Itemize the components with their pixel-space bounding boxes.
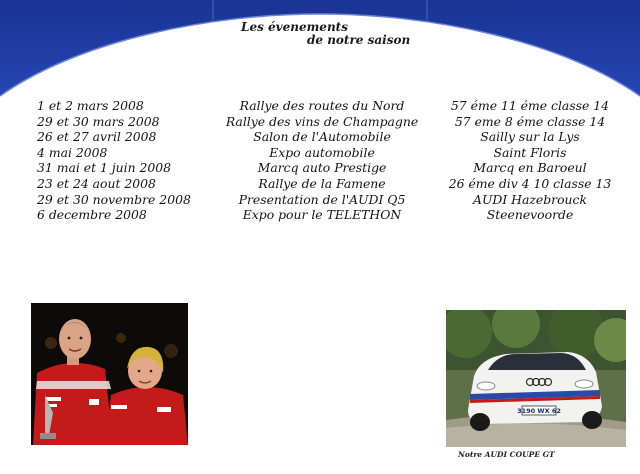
header-band-graphic [0,0,640,110]
event-result: Marcq en Baroeul [473,160,587,176]
event-result: 57 éme 11 éme classe 14 [450,98,610,113]
event-date: 31 mai et 1 juin 2008 [37,160,172,176]
team-photo [31,303,188,445]
dates-column [37,98,191,223]
event-date: 29 et 30 mars 2008 [37,113,160,129]
event-date: 29 et 30 novembre 2008 [37,191,191,207]
rally-car-photo [446,310,626,447]
header-band [0,0,640,110]
event-name: Rallye des vins de Champagne [225,113,419,129]
event-name: Marcq auto Prestige [257,160,387,176]
car-plate: 3190 WX 62 [517,407,561,415]
event-result: 26 éme div 4 10 classe 13 [448,175,612,191]
event-date: 26 et 27 avril 2008 [37,129,157,145]
page-title-line1: Les évenements [241,20,348,34]
event-name: Rallye des routes du Nord [239,98,405,113]
event-result: Steenevoorde [486,207,574,223]
team-photo-illustration [31,303,188,445]
car-caption: Notre AUDI COUPE GT [458,450,555,459]
event-result: Saint Floris [493,144,567,160]
event-result: Sailly sur la Lys [480,129,580,145]
event-date: 1 et 2 mars 2008 [37,98,144,113]
event-name: Expo automobile [269,144,375,160]
page-title-line2: de notre saison [307,33,411,47]
event-name: Rallye de la Famene [258,175,386,191]
event-result: 57 eme 8 éme classe 14 [454,113,606,129]
event-date: 23 et 24 aout 2008 [37,175,156,191]
events-column [222,98,422,223]
event-name: Presentation de l'AUDI Q5 [238,191,406,207]
event-name: Salon de l'Automobile [253,129,391,145]
event-name: Expo pour le TELETHON [242,207,402,223]
rally-car-illustration [446,310,626,447]
event-date: 4 mai 2008 [37,144,108,160]
event-date: 6 decembre 2008 [37,207,147,223]
event-result: AUDI Hazebrouck [473,191,587,207]
results-column [432,98,628,223]
